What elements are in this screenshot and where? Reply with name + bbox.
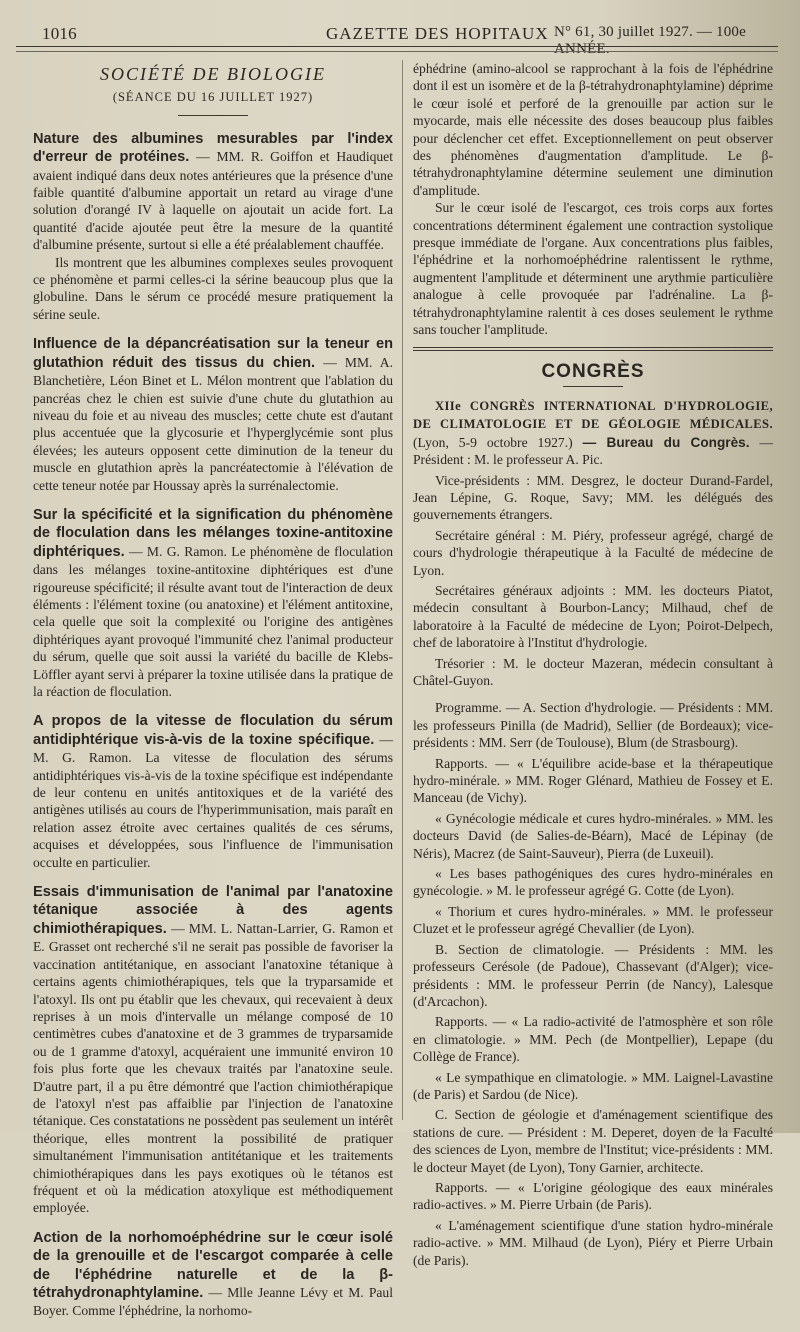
article-title: A propos de la vitesse de floculation du sérum antidiphtérique vis-à-vis de la toxine spécifique. (33, 713, 393, 748)
programme-paragraph: Rapports. — « La radio-activité de l'atmosphère et son rôle en climatologie. » MM. Pech (de Montpellier), Lepape (du Collège de France). (413, 1014, 773, 1065)
section-subtitle: (SÉANCE DU 16 JUILLET 1927) (112, 90, 314, 105)
programme-paragraph: « Le sympathique en climatologie. » MM. Laignel-Lavastine (de Paris) et Sardou (de Nice). (413, 1069, 773, 1102)
congres-paragraph: Trésorier : M. le docteur Mazeran, médecin consultant à Châtel-Guyon. (413, 655, 773, 688)
programme-paragraph: Programme. — A. Section d'hydrologie. — Présidents : MM. les professeurs Pinilla (de Madrid), Sellier (de Bordeaux); vice-présidents : MM. Serr (de Toulouse), Blum (de Strasbourg). (413, 700, 773, 751)
article (33, 1229, 393, 1320)
article (33, 712, 393, 871)
programme-paragraph: C. Section de géologie et d'aménagement scientifique des stations de cure. — Président : M. Deperet, doyen de la Faculté des sciences de Lyon, membre de l'Institut; vice-présidents : MM. le docteur Mayet (de Lyon), Tony Garnier, architecte. (413, 1107, 773, 1175)
page-header (16, 16, 778, 57)
article-title: Nature des albumines mesurables par l'index d'erreur de protéines. (33, 130, 393, 166)
section-rule (413, 347, 773, 348)
issue-info: N° 61, 30 juillet 1927. — 100e ANNÉE. (554, 24, 746, 57)
column-divider (402, 60, 403, 1120)
page-number: 1016 (42, 24, 77, 43)
bureau-text: — Président : M. le professeur A. Pic. (413, 434, 773, 468)
article-title: Essais d'immunisation de l'animal par l'anatoxine tétanique associée à des agents chimiothérapiques. (33, 884, 393, 937)
programme-paragraph: Rapports. — « L'origine géologique des eaux minérales radio-actives. » M. Pierre Urbain (de Paris). (413, 1179, 773, 1213)
congres-paragraph: Secrétaire général : M. Piéry, professeur agrégé, chargé de cours d'hydrologie thérapeutique à la Faculté de médecine de Lyon. (413, 527, 773, 578)
article-continuation: éphédrine (amino-alcool se rapprochant à la fois de l'éphédrine dont il est un isomère et de la β-tétrahydronaphtylamine) déprime le cœur isolé et perforé de la grenouille par action sur le myocarde, mais elle nécessite des doses beaucoup plus faibles pour déclencher cet effet. Exceptionnellement on peut observer des phénomènes d'augmentation d'amplitude. Le β-tétrahydronaphtylamine détermine seulement une diminution d'amplitude. (413, 61, 773, 198)
article-body: — MM. L. Nattan-Larrier, G. Ramon et E. Grasset ont recherché s'il ne serait pas possible de favoriser la vaccination antitétanique, en associant l'anatoxine tétanique à certains agents chimiothérapiques, tels que la tryparsamide et l'atoxyl. Ils ont pu établir que les chevaux, qui recevaient à deux reprises à un mois d'intervalle un mélange composé de 10 centimètres cubes d'anatoxine et de 3 grammes de tryparsamide ou de 1 gramme d'atoxyl, acquéraient une immunité environ 10 fois plus forte que les chevaux traités par l'anatoxine seule. D'autre part, il a pu être démontré que l'action chimiothérapique de l'atoxyl n'est pas affaiblie par l'injection de l'anatoxine tétanique. Ces constatations ne possèdent pas seulement un intérêt théorique, elles montrent la possibilité de pratiquer simultanément l'immunisation antitétanique et les traitements chimiothérapiques dans les pays exotiques où le tétanos est fréquent et où la médication atoxylique est méthodiquement employée. (33, 920, 393, 1216)
programme-paragraph: B. Section de climatologie. — Présidents : MM. les professeurs Cerésole (de Padoue), Chassevant (d'Alger); vice-présidents : MM. le professeur Perrin (de Nancy), Lalesque (d'Arcachon). (413, 941, 773, 1009)
article-body: — M. G. Ramon. La vitesse de floculation des sérums antidiphtériques vis-à-vis de la toxine spécifique est indépendante de leur contenu en unités antitoxiques et de la variété des antigènes utilisés au cours de l'hyperimmunisation, mais paraît en relation assez étroite avec certaines qualités de ces sérums, acquises et développées, sous l'influence de l'immunisation occulte en particulier. (33, 731, 393, 870)
right-column (413, 60, 773, 1272)
header-rule-secondary (16, 51, 778, 52)
programme-paragraph: « Les bases pathogéniques des cures hydro-minérales en gynécologie. » M. le professeur agrégé G. Cotte (de Lyon). (413, 866, 773, 899)
header-rule (16, 46, 778, 47)
programme-paragraph: « Thorium et cures hydro-minérales. » MM. le professeur Cluzet et le professeur agrégé Chevallier (de Lyon). (413, 903, 773, 937)
article-body: — MM. R. Goiffon et Haudiquet avaient indiqué dans deux notes antérieures que la présence d'une faible quantité d'albumine apportait un retard au virage d'une solution d'orangé IV à laquelle on ajoutait un acide fort. La quantité d'acide ajoutée peut être la mesure de la quantité d'albumine présente, surtout si elle a été préalablement chauffée. (33, 149, 393, 253)
section-rule-secondary (413, 350, 773, 351)
section-title: SOCIÉTÉ DE BIOLOGIE (100, 64, 326, 84)
bureau-label: — Bureau du Congrès. (582, 434, 750, 450)
article-continuation: Ils montrent que les albumines complexes seules provoquent ce phénomène et parmi celles-ci la sérine beaucoup plus que la globuline. Dans le sérum ce procédé mesure pratiquement la sérine seule. (33, 254, 393, 322)
congres-title: CONGRÈS (541, 360, 645, 382)
congres-heading (413, 397, 773, 469)
article (33, 130, 393, 323)
section-rule (178, 115, 248, 116)
article-body: — MM. A. Blanchetière, Léon Binet et L. Mélon montrent que l'ablation du pancréas chez le chien est suivie d'une chute du glutathion au niveau du foie et au niveau des muscles; cette chute est d'autant plus accentuée que la glycosurie et l'hyperglycémie sont plus élevées; les auteurs opposent cette diminution de la teneur du muscle en glutathion après la pancréatectomie à l'élévation de cette teneur notée par Houssay après la surrénalectomie. (33, 354, 393, 493)
programme-paragraph: « L'aménagement scientifique d'une station hydro-minérale radio-active. » MM. Milhaud (de Lyon), Piéry et Pierre Urbain (de Paris). (413, 1217, 773, 1268)
congres-paragraph: Vice-présidents : MM. Desgrez, le docteur Durand-Fardel, Jean Lépine, G. Roque, Savy; MM. les délégués des gouvernements étrangers. (413, 472, 773, 523)
article (33, 506, 393, 700)
left-column (33, 60, 393, 1332)
congres-rule (563, 386, 623, 387)
article-title: Influence de la dépancréatisation sur la teneur en glutathion réduit des tissus du chien. (33, 336, 393, 371)
programme-paragraph: « Gynécologie médicale et cures hydro-minérales. » MM. les docteurs David (de Salies-de-Béarn), Macé de Lépinay (de Néris), Macrez (de Saint-Sauveur), Pierra (de Luxeuil). (413, 810, 773, 861)
congres-name: XIIe CONGRÈS INTERNATIONAL D'HYDROLOGIE, DE CLIMATOLOGIE ET DE GÉOLOGIE MÉDICALES. (413, 398, 773, 432)
article-continuation: Sur le cœur isolé de l'escargot, ces trois corps aux fortes concentrations déterminent également une contraction systolique presque immédiate de l'organe. Aux concentrations plus faibles, l'éphédrine et la norhomoéphédrine ralentissent le rythme, augmentent l'amplitude et déterminent une arythmie particulière analogue à celle provoquée par l'adrénaline. La β-tétrahydronaphtylamine ralentit à ces doses seulement le rythme sans toucher l'amplitude. (413, 200, 773, 338)
congres-paragraph: Secrétaires généraux adjoints : MM. les docteurs Piatot, médecin consultant à Bourbon-Lancy; Milhaud, chef de laboratoire à la Faculté de médecine de Lyon; Poirot-Delpech, chef de laboratoire à l'Institut d'hydrologie. (413, 582, 773, 651)
programme-paragraph: Rapports. — « L'équilibre acide-base et la thérapeutique hydro-minérale. » MM. Roger Glénard, Mathieu de Fossey et E. Manceau (de Vichy). (413, 755, 773, 806)
article-title: Action de la norhomoéphédrine sur le cœur isolé de la grenouille et de l'escargot comparée à celle de l'éphédrine naturelle et de la β-tétrahydronaphtylamine. (33, 1229, 393, 1301)
congres-dates: (Lyon, 5-9 octobre 1927.) (413, 434, 573, 450)
article-body: — M. G. Ramon. Le phénomène de floculation dans les mélanges toxine-antitoxine diphtériques est d'une rigoureuse spécificité; il résulte avant tout de l'interaction de deux éléments : l'élément toxine (ou anatoxine) et l'élément antitoxine, cela quelle que soit la complexité ou l'origine des antigènes diphtériques ayant provoqué l'immunité chez l'animal producteur du sérum, quelle que soit aussi la variété du bacille de Klebs-Löffler ayant servi à préparer la toxine utilisée dans la pratique de la réaction de floculation. (33, 543, 393, 699)
article-title: Sur la spécificité et la signification du phénomène de floculation dans les mélanges toxine-antitoxine diphtériques. (33, 506, 393, 560)
article-body: — Mlle Jeanne Lévy et M. Paul Boyer. Comme l'éphédrine, la norhomo- (33, 1285, 393, 1319)
article (33, 335, 393, 494)
article (33, 883, 393, 1217)
journal-title: GAZETTE DES HOPITAUX (326, 24, 549, 43)
